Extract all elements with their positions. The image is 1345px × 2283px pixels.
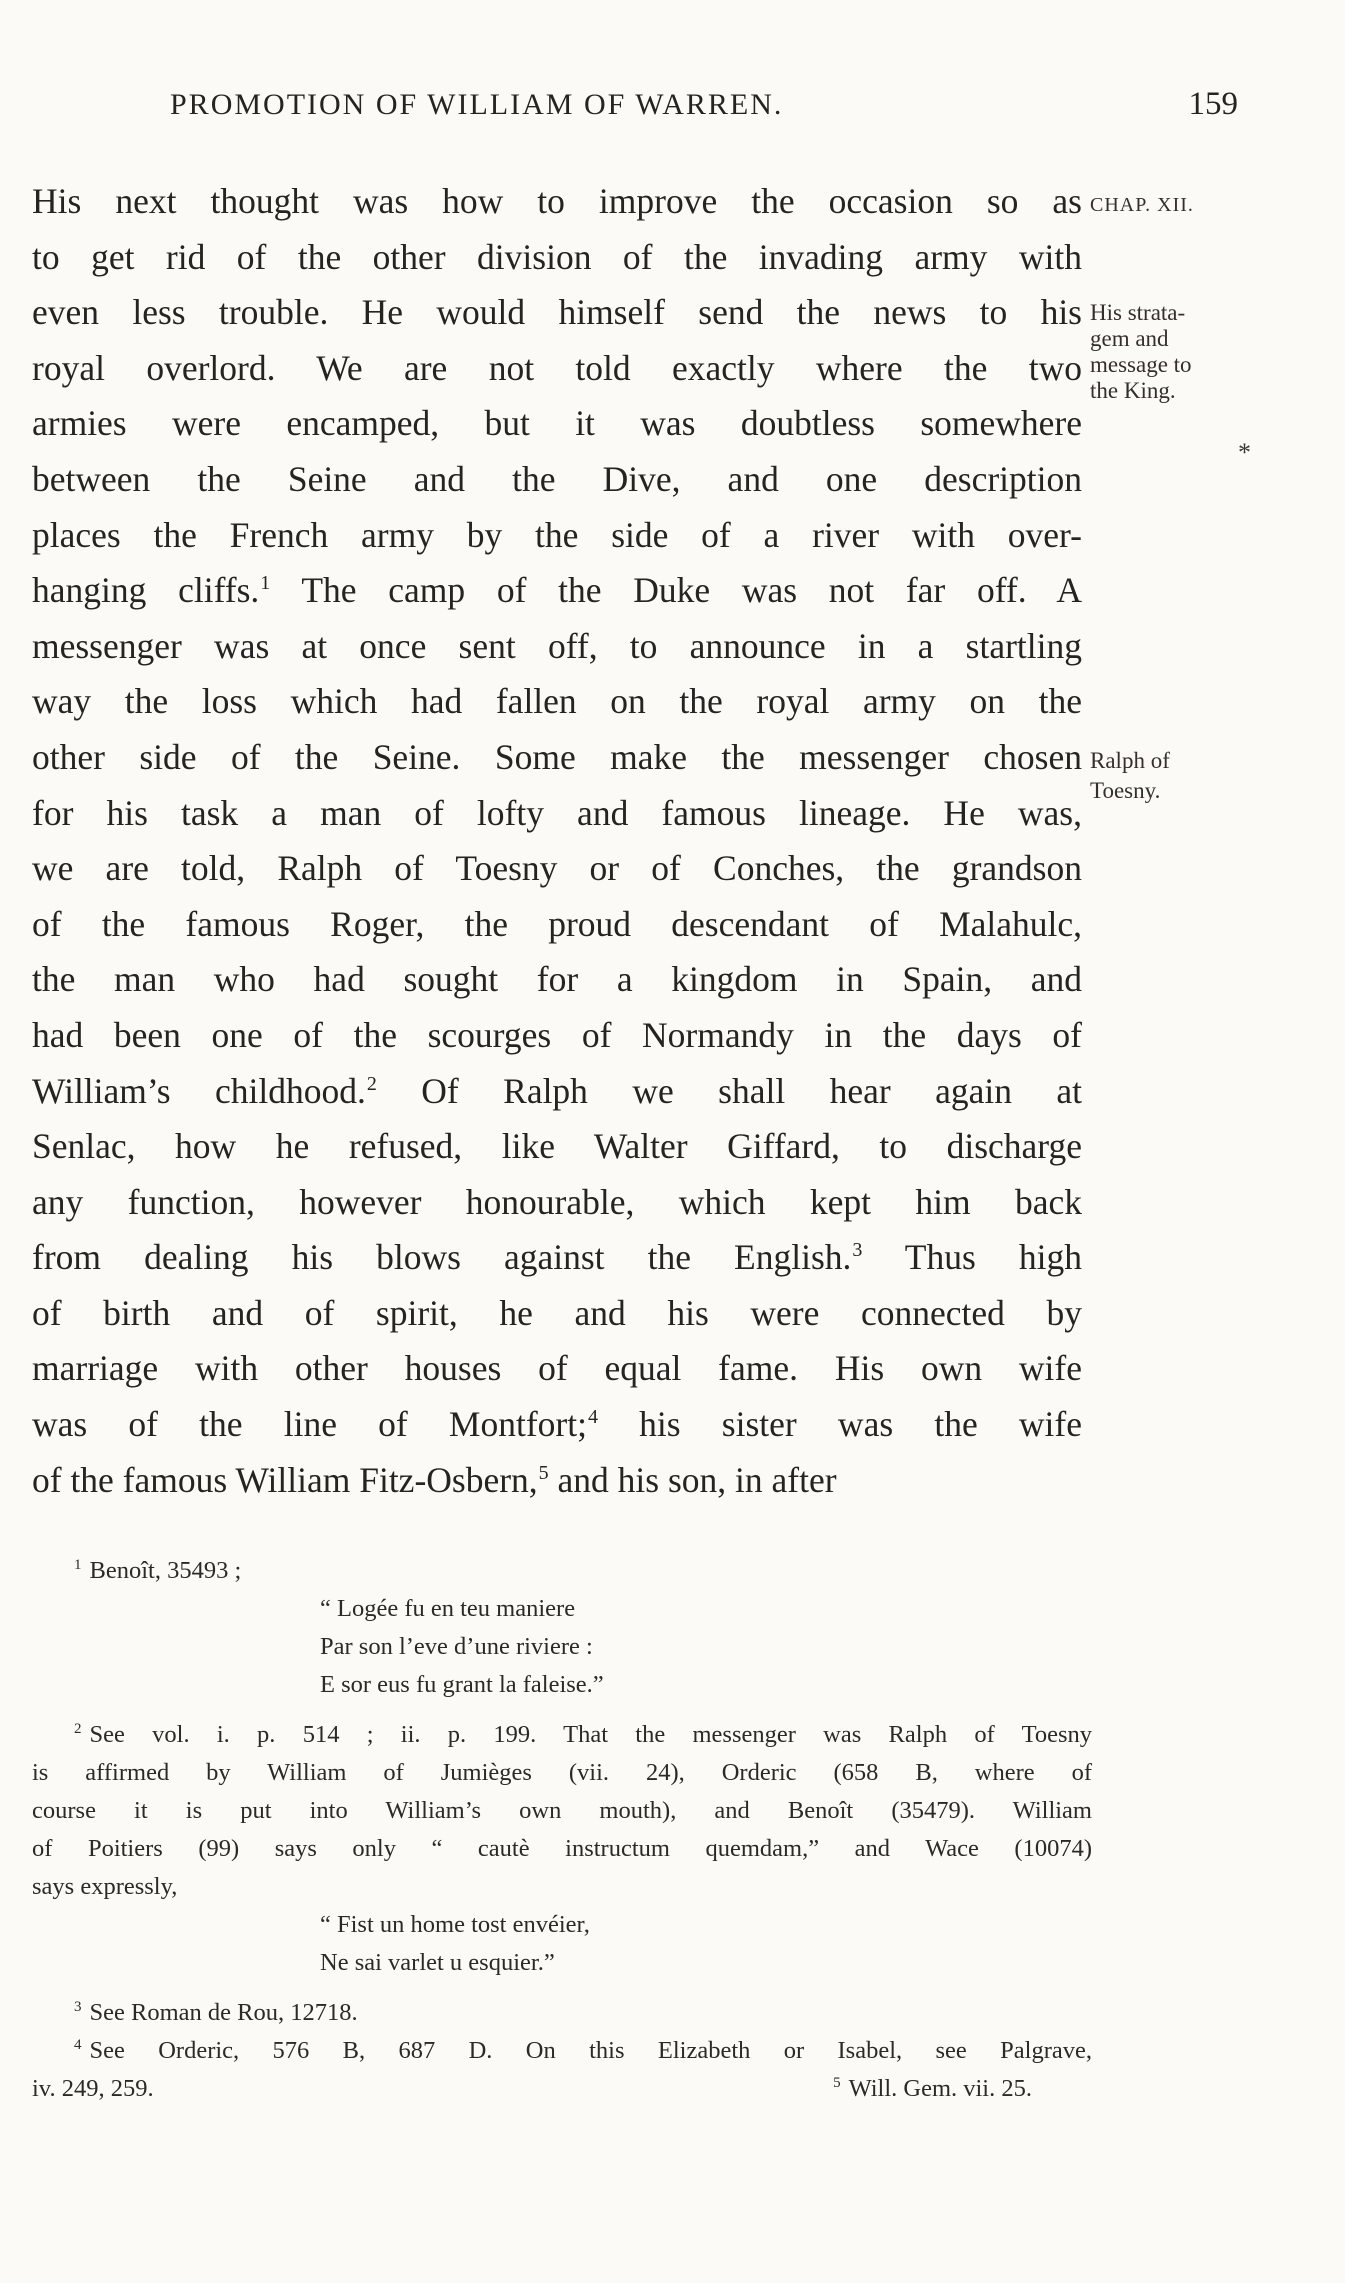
footnote-line: course it is put into William’s own mouth), and Benoît (35479). William [32, 1797, 1092, 1824]
body-line-text: from dealing his blows against the English. [32, 1237, 852, 1278]
body-line [32, 1119, 1082, 1175]
footnote-ref[interactable]: 2 [366, 1072, 377, 1095]
body-line-text: of birth and of spirit, he and his were connected by [32, 1292, 1082, 1333]
body-line [32, 674, 1082, 730]
page-number: 159 [1188, 86, 1238, 122]
body-line-text: messenger was at once sent off, to announce in a startling [32, 625, 1082, 666]
body-line [32, 230, 1082, 286]
footnote-line: of Poitiers (99) says only “ cautè instructum quemdam,” and Wace (10074) [32, 1835, 1092, 1862]
body-line-text: other side of the Seine. Some make the messenger chosen [32, 736, 1082, 777]
footnote-4-continuation: iv. 249, 259. [32, 2075, 154, 2102]
body-line-text: had been one of the scourges of Normandy in the days of [32, 1014, 1082, 1055]
body-line-text: we are told, Ralph of Toesny or of Conches, the grandson [32, 848, 1082, 889]
footnote-2 [32, 1716, 1092, 1754]
body-line [32, 841, 1082, 897]
body-line-text: Thus high [862, 1237, 1082, 1278]
body-line-text: hanging cliffs. [32, 570, 260, 611]
body-line-text: places the French army by the side of a river with over- [32, 514, 1082, 555]
footnote-line: is affirmed by William of Jumièges (vii. 24), Orderic (658 B, where of [32, 1759, 1092, 1786]
margin-note-line: gem and [1090, 326, 1169, 351]
verse-line: Ne sai varlet u esquier.” [320, 1949, 555, 1976]
body-line [32, 1453, 1082, 1509]
body-line-text: his sister was the wife [597, 1404, 1082, 1445]
footnote-mark: 3 [74, 1999, 82, 2015]
footnote-4-5-line [32, 2070, 1092, 2108]
footnote-line: says expressly, [32, 1873, 178, 1900]
body-line-text: between the Seine and the Dive, and one description [32, 458, 1082, 499]
body-line-text: was of the line of Montfort; [32, 1404, 587, 1445]
body-line-text: Senlac, how he refused, like Walter Giffard, to discharge [32, 1126, 1082, 1167]
body-line-text: even less trouble. He would himself send the news to his [32, 292, 1082, 333]
footnote-ref[interactable]: 3 [852, 1239, 863, 1262]
verse-line: “ Logée fu en teu maniere [320, 1595, 576, 1622]
running-head [32, 88, 1238, 132]
margin-note-ralph [1090, 748, 1170, 808]
body-line-text: of the famous Roger, the proud descendant of Malahulc, [32, 903, 1082, 944]
body-line-text: The camp of the Duke was not far off. A [270, 570, 1082, 611]
body-line [32, 1064, 1082, 1120]
footnotes [32, 1552, 1092, 2108]
running-title: PROMOTION OF WILLIAM OF WARREN. [170, 88, 784, 121]
verse-line: Par son l’eve d’une riviere : [320, 1633, 593, 1660]
footnote-mark: 5 [833, 2075, 841, 2091]
body-line [32, 563, 1082, 619]
body-line-text: and his son, in after [548, 1459, 837, 1500]
footnote-5 [833, 2070, 1032, 2108]
body-line [32, 508, 1082, 564]
footnote-text: See vol. i. p. 514 ; ii. p. 199. That the messenger was Ralph of Toesny [89, 1721, 1092, 1748]
body-line [32, 897, 1082, 953]
body-line [32, 396, 1082, 452]
body-line [32, 1341, 1082, 1397]
footnote-text: See Roman de Rou, 12718. [89, 1999, 358, 2026]
body-line [32, 619, 1082, 675]
body-line [32, 452, 1082, 508]
verse-line: “ Fist un home tost envéier, [320, 1911, 590, 1938]
footnote-text: See Orderic, 576 B, 687 D. On this Elizabeth or Isabel, see Palgrave, [89, 2037, 1092, 2064]
body-line-text: way the loss which had fallen on the royal army on the [32, 681, 1082, 722]
body-line-text: marriage with other houses of equal fame. His own wife [32, 1348, 1082, 1389]
footnote-ref[interactable]: 5 [538, 1461, 549, 1484]
body-line [32, 952, 1082, 1008]
margin-note-line: His strata- [1090, 300, 1186, 325]
margin-note-line: Ralph of [1090, 748, 1170, 773]
body-line-text: to get rid of the other division of the invading army with [32, 236, 1082, 277]
footnote-ref[interactable]: 1 [260, 572, 271, 595]
footnote-mark: 2 [74, 1721, 82, 1737]
margin-note-line: the King. [1090, 378, 1176, 403]
body-line-text: William’s childhood. [32, 1070, 366, 1111]
body-line-text: any function, however honourable, which kept him back [32, 1181, 1082, 1222]
body-line [32, 1397, 1082, 1453]
body-line [32, 341, 1082, 397]
asterisk-mark: * [1238, 438, 1251, 467]
body-line-text: royal overlord. We are not told exactly where the two [32, 347, 1082, 388]
margin-note-line: message to [1090, 352, 1192, 377]
margin-note-stratagem [1090, 300, 1192, 404]
footnote-3 [32, 1994, 1092, 2032]
footnote-ref[interactable]: 4 [587, 1406, 598, 1429]
body-line-text: the man who had sought for a kingdom in Spain, and [32, 959, 1082, 1000]
footnote-text: Will. Gem. vii. 25. [848, 2075, 1032, 2102]
footnote-mark: 4 [74, 2037, 82, 2053]
body-line [32, 1286, 1082, 1342]
body-line [32, 1008, 1082, 1064]
body-line-text: armies were encamped, but it was doubtless somewhere [32, 403, 1082, 444]
footnote-text: Benoît, 35493 ; [89, 1557, 242, 1584]
footnote-mark: 1 [74, 1557, 82, 1573]
body-line-text: of the famous William Fitz-Osbern, [32, 1459, 538, 1500]
body-line [32, 1230, 1082, 1286]
body-line [32, 730, 1082, 786]
body-text [32, 174, 1082, 1508]
margin-note-line: Toesny. [1090, 778, 1161, 803]
body-line-text: Of Ralph we shall hear again at [376, 1070, 1082, 1111]
body-line [32, 285, 1082, 341]
body-line-text: His next thought was how to improve the occasion so as [32, 181, 1082, 221]
body-line-text: for his task a man of lofty and famous lineage. He was, [32, 792, 1082, 833]
footnote-4 [32, 2032, 1092, 2070]
margin-note-chapter: CHAP. XII. [1090, 194, 1194, 216]
footnote-1 [32, 1552, 1092, 1590]
body-line [32, 786, 1082, 842]
body-line [32, 1175, 1082, 1231]
verse-line: E sor eus fu grant la faleise.” [320, 1671, 604, 1698]
body-line [32, 174, 1082, 230]
